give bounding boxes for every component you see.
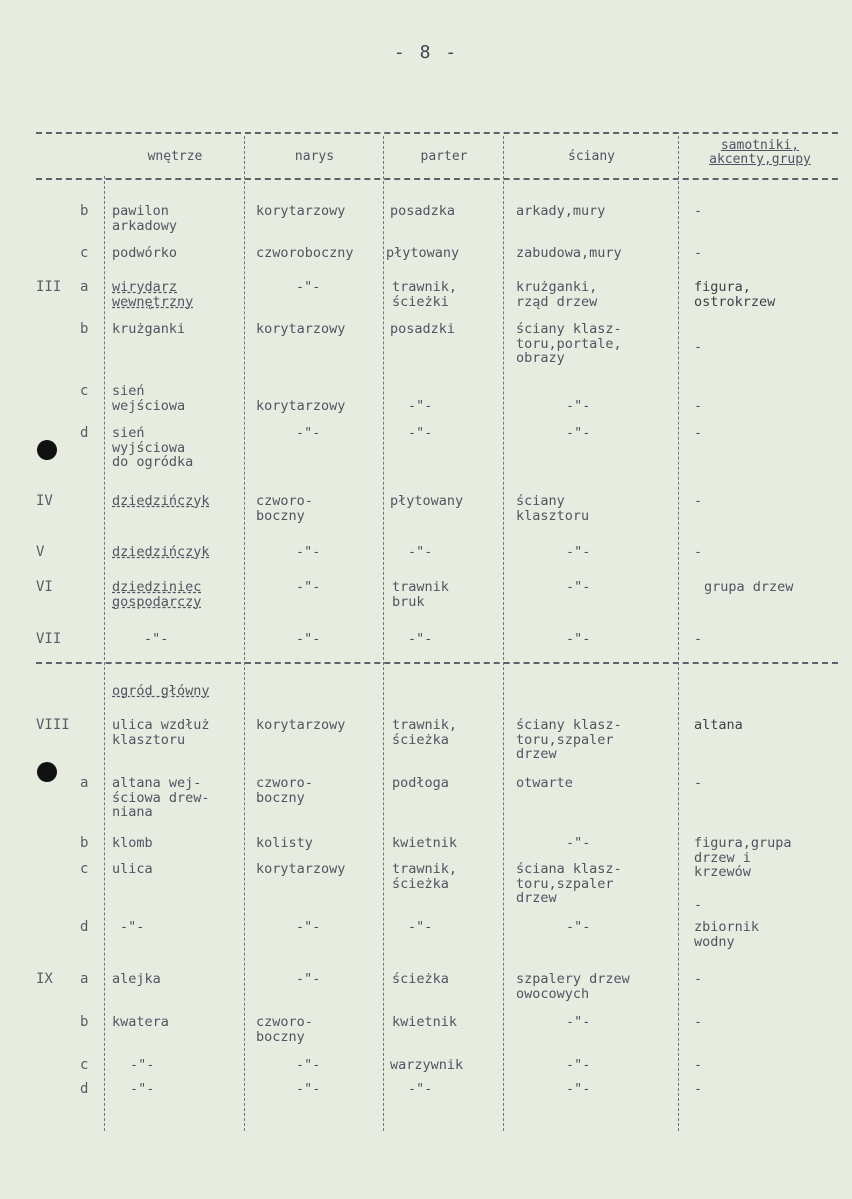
cell-parter: -"- xyxy=(408,398,433,414)
cell-parter: posadzki xyxy=(390,321,456,337)
column-rule-5 xyxy=(678,136,679,1131)
cell-wnetrze: sień wyjściowa do ogródka xyxy=(112,425,194,470)
cell-akcenty: - xyxy=(694,245,703,261)
cell-narys: kolisty xyxy=(256,835,313,851)
cell-wnetrze: krużganki xyxy=(112,321,186,337)
cell-wnetrze: klomb xyxy=(112,835,153,851)
cell-akcenty: - xyxy=(694,398,703,414)
row-letter: b xyxy=(80,203,89,219)
cell-sciany: szpalery drzew owocowych xyxy=(516,971,630,1002)
cell-wnetrze: kwatera xyxy=(112,1014,169,1030)
cell-akcenty: - xyxy=(694,203,703,219)
cell-narys: -"- xyxy=(296,579,321,595)
column-rule-4 xyxy=(503,136,504,1131)
cell-sciany: otwarte xyxy=(516,775,573,791)
cell-akcenty: - xyxy=(694,631,703,647)
cell-parter: -"- xyxy=(408,425,433,441)
row-letter: c xyxy=(80,245,89,261)
cell-parter: trawnik, ścieżka xyxy=(392,717,458,748)
row-roman: VI xyxy=(36,579,53,595)
row-roman: V xyxy=(36,544,45,560)
cell-akcenty: - xyxy=(694,1014,703,1030)
row-letter: b xyxy=(80,321,89,337)
cell-wnetrze: sień wejściowa xyxy=(112,383,186,414)
cell-narys: korytarzowy xyxy=(256,321,346,337)
cell-wnetrze: dziedziniec gospodarczy xyxy=(112,579,202,610)
section-divider-rule xyxy=(36,662,838,664)
column-rule-2 xyxy=(244,136,245,1131)
row-letter: c xyxy=(80,1057,89,1073)
cell-narys: -"- xyxy=(296,631,321,647)
cell-akcenty: - xyxy=(694,775,703,791)
cell-parter: płytowany xyxy=(386,245,460,261)
row-letter: a xyxy=(80,279,89,295)
cell-sciany: krużganki, rząd drzew xyxy=(516,279,598,310)
column-rule-3 xyxy=(383,136,384,1131)
cell-narys: -"- xyxy=(296,919,321,935)
row-letter: b xyxy=(80,835,89,851)
cell-parter: -"- xyxy=(408,1081,433,1097)
cell-sciany: -"- xyxy=(566,631,591,647)
row-letter: b xyxy=(80,1014,89,1030)
cell-narys: -"- xyxy=(296,544,321,560)
header-bottom-rule xyxy=(36,178,838,180)
cell-wnetrze: podwórko xyxy=(112,245,178,261)
row-letter: d xyxy=(80,425,89,441)
row-roman: VII xyxy=(36,631,62,647)
row-letter: a xyxy=(80,775,89,791)
row-letter: d xyxy=(80,1081,89,1097)
cell-narys: korytarzowy xyxy=(256,861,346,877)
cell-parter: posadzka xyxy=(390,203,456,219)
cell-narys: czworo- boczny xyxy=(256,775,313,806)
cell-akcenty: - xyxy=(694,425,703,441)
cell-parter: warzywnik xyxy=(390,1057,464,1073)
cell-narys: -"- xyxy=(296,279,321,295)
header-narys: narys xyxy=(294,149,335,164)
cell-sciany: -"- xyxy=(566,1081,591,1097)
cell-sciany: -"- xyxy=(566,579,591,595)
cell-akcenty: - xyxy=(694,493,703,509)
row-roman: IX xyxy=(36,971,53,987)
cell-narys: czworoboczny xyxy=(256,245,354,261)
table-top-rule xyxy=(36,132,838,134)
cell-akcenty: figura, ostrokrzew xyxy=(694,279,776,310)
header-parter: parter xyxy=(420,149,468,164)
cell-akcenty: zbiornik wodny xyxy=(694,919,760,950)
row-letter: a xyxy=(80,971,89,987)
cell-narys: korytarzowy xyxy=(256,203,346,219)
cell-narys: czworo- boczny xyxy=(256,1014,313,1045)
cell-parter: -"- xyxy=(408,544,433,560)
cell-narys: -"- xyxy=(296,425,321,441)
cell-wnetrze: ulica xyxy=(112,861,153,877)
cell-wnetrze: altana wej- ściowa drew- niana xyxy=(112,775,210,820)
cell-narys: korytarzowy xyxy=(256,398,346,414)
cell-parter: trawnik, ścieżki xyxy=(392,279,458,310)
cell-akcenty: altana xyxy=(694,717,743,733)
cell-akcenty: - xyxy=(694,1081,703,1097)
cell-wnetrze: dziedzińczyk xyxy=(112,493,210,509)
row-letter: d xyxy=(80,919,89,935)
cell-sciany: zabudowa,mury xyxy=(516,245,622,261)
cell-akcenty: - xyxy=(694,897,703,913)
cell-akcenty: - xyxy=(694,1057,703,1073)
cell-wnetrze: -"- xyxy=(120,919,145,935)
cell-akcenty: - xyxy=(694,339,703,355)
cell-wnetrze-section-title: ogród główny xyxy=(112,683,210,699)
cell-akcenty: - xyxy=(694,544,703,560)
cell-wnetrze: pawilon arkadowy xyxy=(112,203,178,234)
punch-hole-bottom xyxy=(37,762,57,782)
cell-sciany: -"- xyxy=(566,425,591,441)
header-wnetrze: wnętrze xyxy=(147,149,203,164)
cell-sciany: -"- xyxy=(566,835,591,851)
cell-narys: korytarzowy xyxy=(256,717,346,733)
header-akcenty: samotniki, akcenty,grupy xyxy=(709,138,811,167)
cell-narys: czworo- boczny xyxy=(256,493,313,524)
cell-wnetrze: wirydarz wewnętrzny xyxy=(112,279,194,310)
page-number: - 8 - xyxy=(393,42,459,63)
cell-narys: -"- xyxy=(296,1057,321,1073)
cell-narys: -"- xyxy=(296,971,321,987)
cell-parter: kwietnik xyxy=(392,835,458,851)
cell-parter: trawnik, ścieżka xyxy=(392,861,458,892)
cell-parter: trawnik bruk xyxy=(392,579,449,610)
row-letter: c xyxy=(80,383,89,399)
row-roman: III xyxy=(36,279,62,295)
cell-wnetrze: alejka xyxy=(112,971,161,987)
cell-narys: -"- xyxy=(296,1081,321,1097)
cell-akcenty: grupa drzew xyxy=(704,579,794,595)
cell-sciany: -"- xyxy=(566,919,591,935)
cell-sciany: -"- xyxy=(566,1057,591,1073)
cell-parter: ścieżka xyxy=(392,971,449,987)
cell-wnetrze: -"- xyxy=(130,1081,155,1097)
cell-akcenty: - xyxy=(694,971,703,987)
cell-parter: podłoga xyxy=(392,775,449,791)
cell-wnetrze: dziedzińczyk xyxy=(112,544,210,560)
cell-sciany: ściany klasz- toru,portale, obrazy xyxy=(516,321,622,366)
row-roman: IV xyxy=(36,493,53,509)
cell-sciany: ściany klasz- toru,szpaler drzew xyxy=(516,717,622,762)
cell-wnetrze: -"- xyxy=(144,631,169,647)
cell-wnetrze: ulica wzdłuż klasztoru xyxy=(112,717,210,748)
cell-parter: -"- xyxy=(408,631,433,647)
cell-parter: -"- xyxy=(408,919,433,935)
cell-sciany: -"- xyxy=(566,398,591,414)
cell-parter: kwietnik xyxy=(392,1014,458,1030)
cell-wnetrze: -"- xyxy=(130,1057,155,1073)
cell-sciany: -"- xyxy=(566,1014,591,1030)
cell-sciany: ściana klasz- toru,szpaler drzew xyxy=(516,861,622,906)
row-letter: c xyxy=(80,861,89,877)
column-rule-1 xyxy=(104,176,105,1131)
cell-sciany: arkady,mury xyxy=(516,203,606,219)
cell-sciany: -"- xyxy=(566,544,591,560)
punch-hole-top xyxy=(37,440,57,460)
cell-parter: płytowany xyxy=(390,493,464,509)
cell-sciany: ściany klasztoru xyxy=(516,493,590,524)
row-roman: VIII xyxy=(36,717,70,733)
cell-akcenty: figura,grupa drzew i krzewów xyxy=(694,835,792,880)
header-sciany: ściany xyxy=(568,149,615,164)
